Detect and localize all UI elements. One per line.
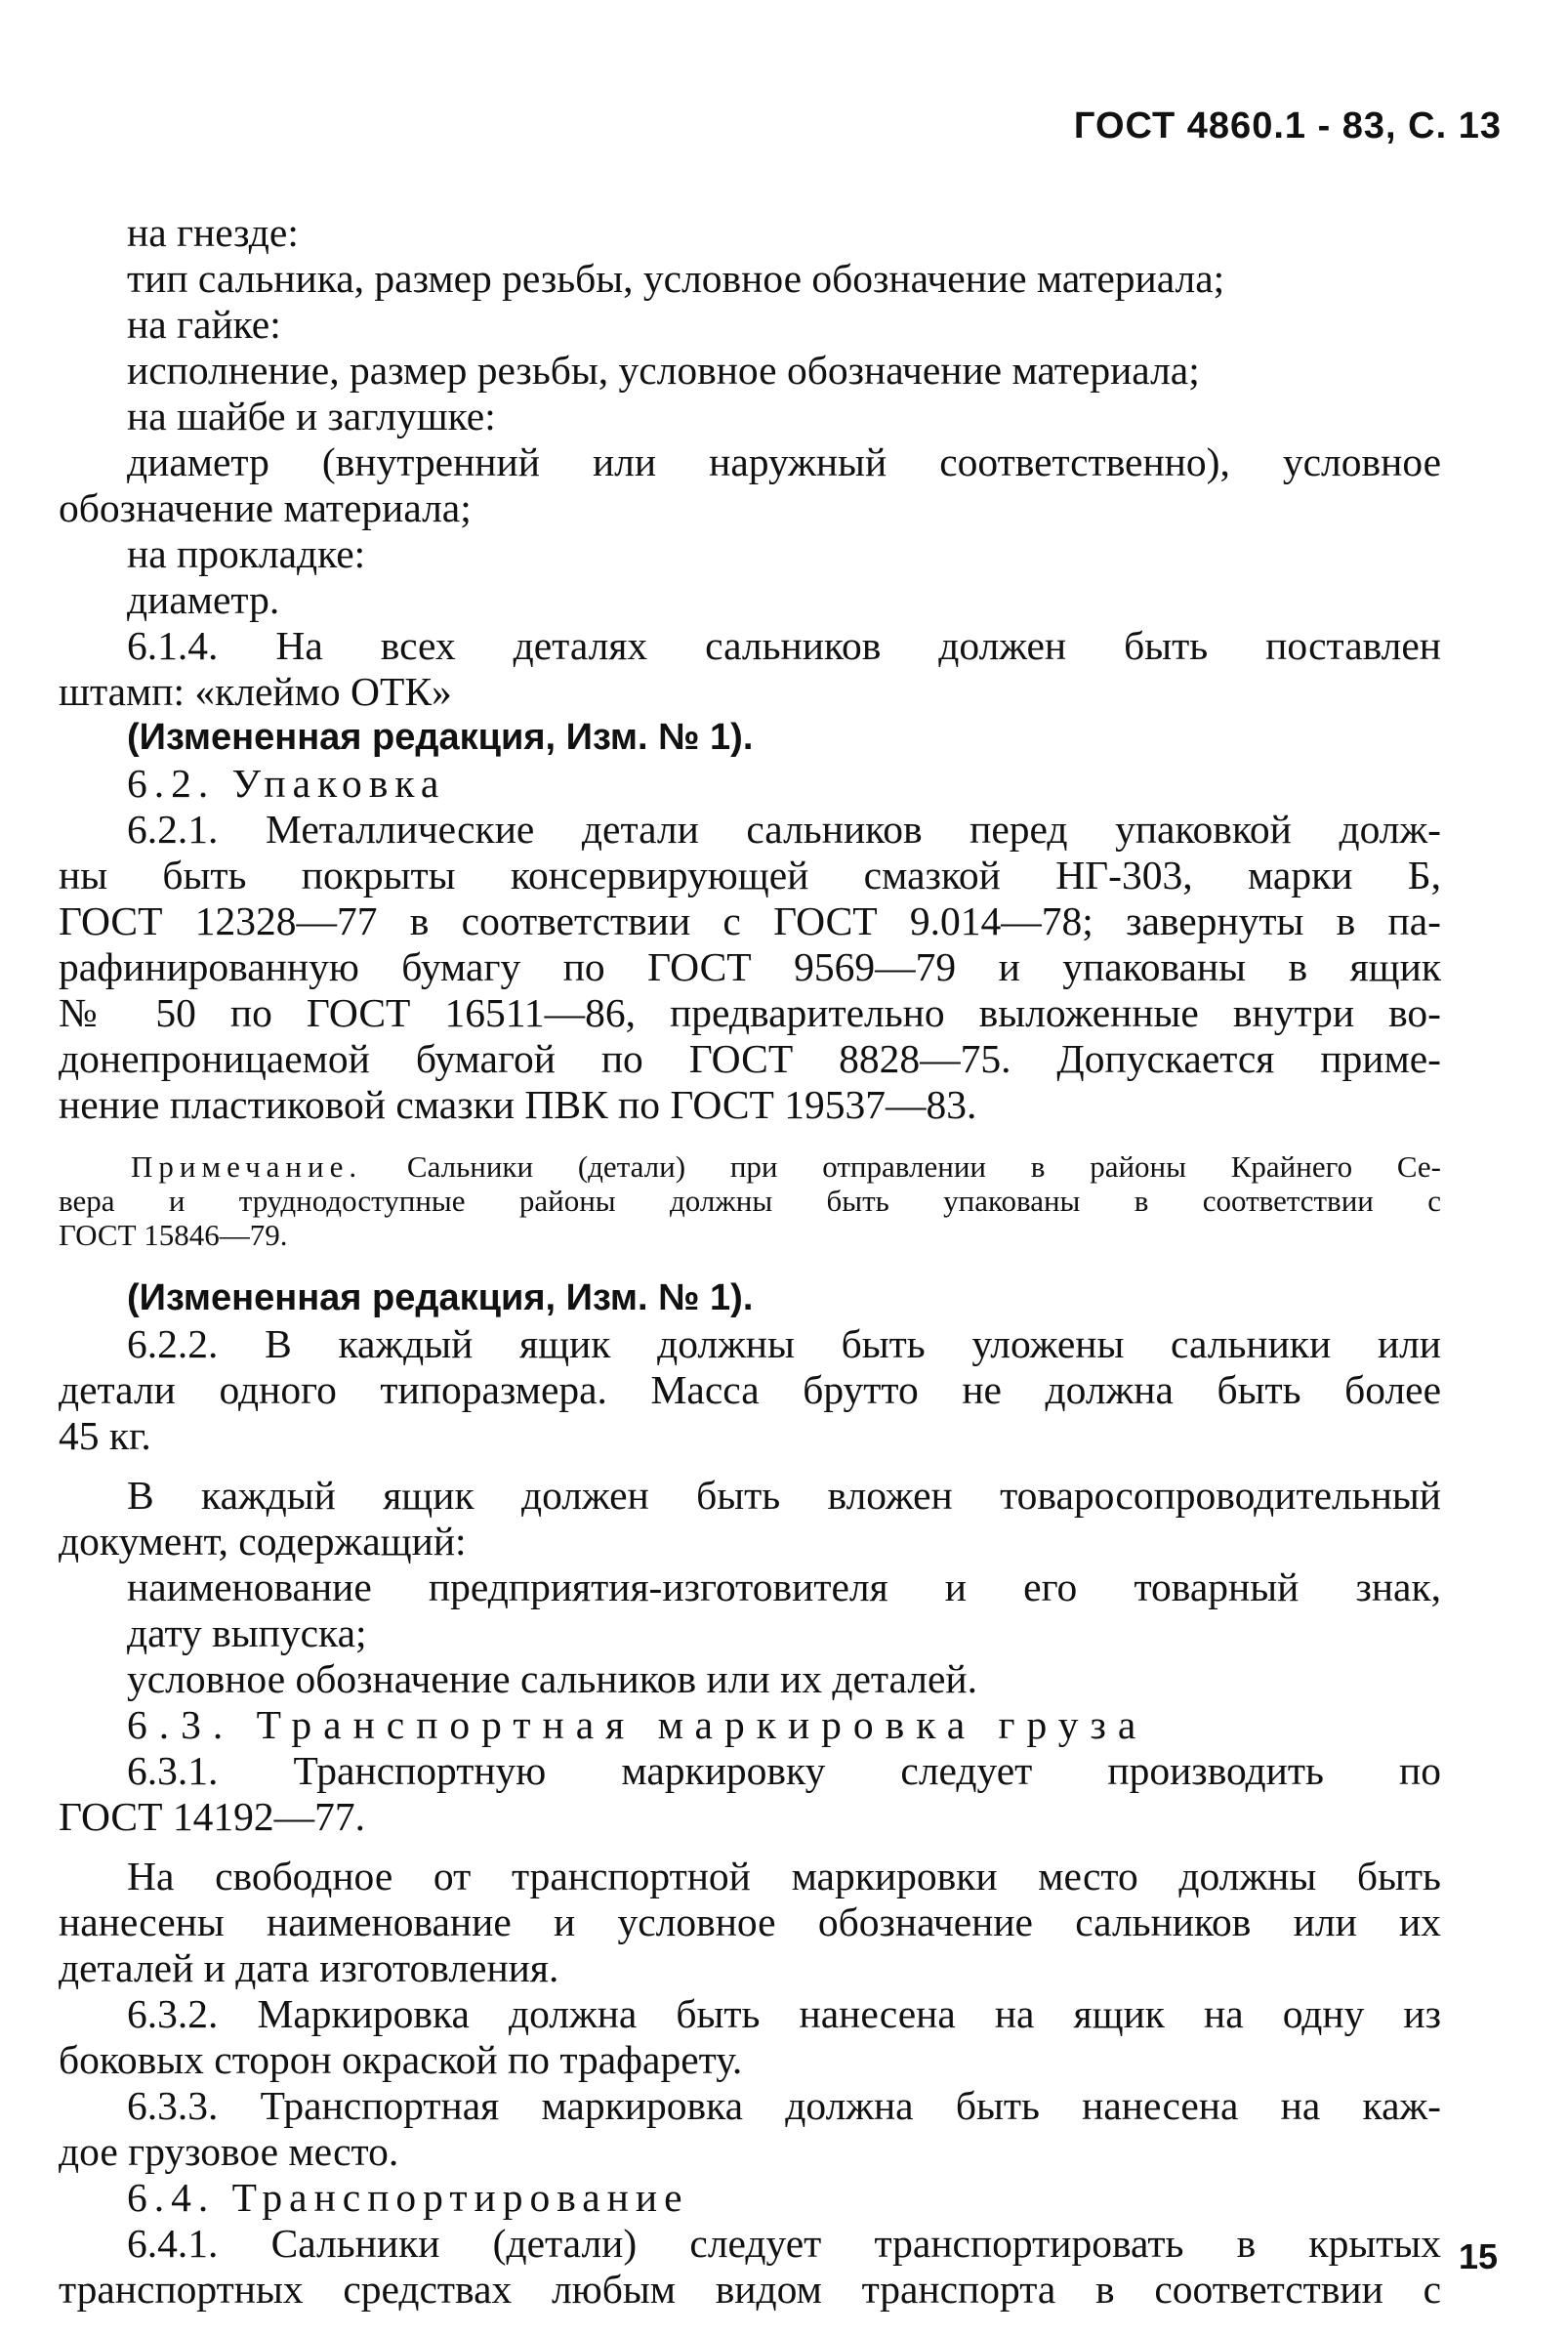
amendment-note: (Измененная редакция, Изм. № 1). (127, 1277, 754, 1318)
text-line: деталей и дата изготовления. (59, 1945, 559, 1990)
section-6-3-3: 6.3.3. Транспортная маркировка должна быть нанесена на каж- (127, 2083, 1441, 2128)
text-line: исполнение, размер резьбы, условное обозначение материала; (127, 348, 1200, 393)
footnote-line: вера и труднодоступные районы должны быть упакованы в соответствии с (59, 1184, 1441, 1218)
section-heading-6-2: 6.2. Упаковка (127, 761, 446, 806)
footnote-line: ГОСТ 15846—79. (59, 1218, 288, 1252)
text-line: дату выпуска; (127, 1610, 367, 1655)
text-line: рафинированную бумагу по ГОСТ 9569—79 и упакованы в ящик (59, 944, 1441, 989)
section-6-1-4: 6.1.4. На всех деталях сальников должен быть поставлен (127, 623, 1441, 668)
text-line: дое грузовое место. (59, 2129, 399, 2174)
text-line: 45 кг. (59, 1413, 151, 1458)
section-heading-6-4: 6.4. Транспортирование (127, 2175, 689, 2220)
text-line: ГОСТ 14192—77. (59, 1794, 365, 1839)
section-6-3-1: 6.3.1. Транспортную маркировку следует производить по (127, 1748, 1441, 1793)
text-line: диаметр. (127, 577, 280, 622)
section-6-4-1: 6.4.1. Сальники (детали) следует транспортировать в крытых (127, 2221, 1441, 2266)
text-line: диаметр (внутренний или наружный соответственно), условное (127, 439, 1441, 484)
text-line: обозначение материала; (59, 485, 472, 530)
text-line: донепроницаемой бумагой по ГОСТ 8828—75. Допускается приме- (59, 1036, 1441, 1081)
text-line: транспортных средствах любым видом транспорта в соответствии с (59, 2267, 1441, 2312)
section-6-3-2: 6.3.2. Маркировка должна быть нанесена на ящик на одну из (127, 1991, 1441, 2036)
footnote-line (59, 1149, 1441, 1184)
document-body (59, 210, 1441, 2313)
text-line: на шайбе и заглушке: (127, 394, 496, 438)
footnote-label: Примечание. (131, 1149, 363, 1184)
section-6-2-2: 6.2.2. В каждый ящик должны быть уложены сальники или (127, 1321, 1441, 1366)
text-line: условное обозначение сальников или их деталей. (127, 1656, 978, 1701)
text-line: ГОСТ 12328—77 в соответствии с ГОСТ 9.014—78; завернуты в па- (59, 898, 1441, 943)
section-6-2-1: 6.2.1. Металлические детали сальников перед упаковкой долж- (127, 807, 1441, 852)
text-line: на прокладке: (127, 531, 366, 576)
footnote-block (59, 1149, 1441, 1252)
text-line: на гайке: (127, 302, 281, 347)
page-number: 15 (1458, 2236, 1498, 2276)
amendment-note: (Измененная редакция, Изм. № 1). (127, 717, 754, 758)
page-header: ГОСТ 4860.1 - 83, С. 13 (1073, 105, 1502, 146)
text-line: № 50 по ГОСТ 16511—86, предварительно выложенные внутри во- (59, 990, 1441, 1035)
text-line: нанесены наименование и условное обозначение сальников или их (59, 1899, 1441, 1944)
text-line: документ, содержащий: (59, 1519, 467, 1564)
text-line: наименование предприятия-изготовителя и его товарный знак, (127, 1564, 1441, 1609)
text-line: ны быть покрыты консервирующей смазкой НГ-303, марки Б, (59, 853, 1441, 897)
text-line: на гнезде: (127, 210, 299, 255)
text-line: На свободное от транспортной маркировки место должны быть (127, 1854, 1441, 1898)
text-line: боковых сторон окраской по трафарету. (59, 2037, 743, 2082)
footnote-text: Сальники (детали) при отправлении в районы Крайнего Се- (362, 1149, 1441, 1184)
text-line: тип сальника, размер резьбы, условное обозначение материала; (127, 256, 1225, 301)
text-line: детали одного типоразмера. Масса брутто не должна быть более (59, 1367, 1441, 1412)
text-line: штамп: «клеймо ОТК» (59, 669, 452, 714)
text-line: В каждый ящик должен быть вложен товаросопроводительный (127, 1473, 1441, 1518)
section-heading-6-3: 6.3. Транспортная маркировка груза (127, 1702, 1148, 1747)
text-line: нение пластиковой смазки ПВК по ГОСТ 19537—83. (59, 1082, 977, 1127)
